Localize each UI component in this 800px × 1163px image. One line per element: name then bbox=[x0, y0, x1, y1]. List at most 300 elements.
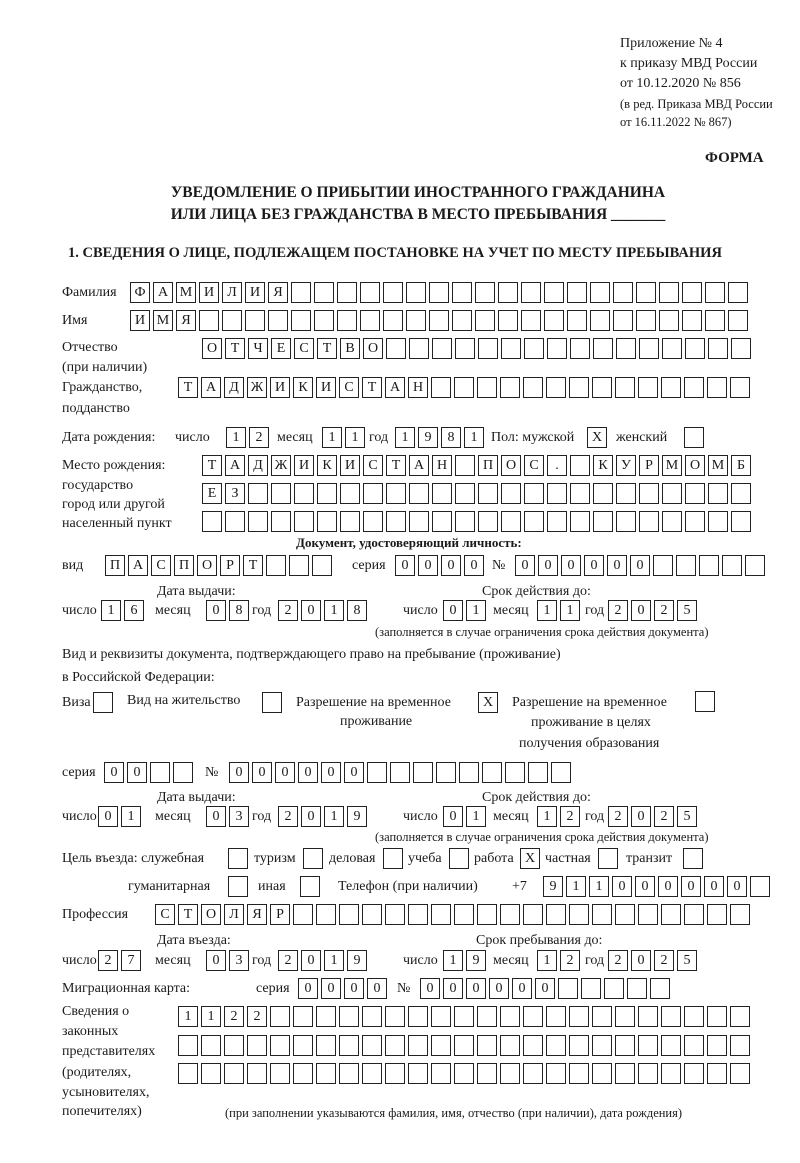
char-cell[interactable] bbox=[294, 511, 314, 532]
char-cell[interactable]: З bbox=[225, 483, 245, 504]
char-cell[interactable] bbox=[551, 762, 571, 783]
char-cell[interactable]: И bbox=[316, 377, 336, 398]
right-valid-day-field[interactable] bbox=[443, 806, 489, 827]
char-cell[interactable]: И bbox=[130, 310, 150, 331]
char-cell[interactable]: 1 bbox=[121, 806, 141, 827]
char-cell[interactable] bbox=[222, 310, 242, 331]
char-cell[interactable] bbox=[730, 1035, 750, 1056]
char-cell[interactable] bbox=[708, 511, 728, 532]
char-cell[interactable]: Я bbox=[176, 310, 196, 331]
char-cell[interactable]: Я bbox=[268, 282, 288, 303]
purpose-private-checkbox[interactable] bbox=[598, 848, 618, 869]
char-cell[interactable] bbox=[661, 904, 681, 925]
char-cell[interactable] bbox=[731, 483, 751, 504]
char-cell[interactable]: Р bbox=[220, 555, 240, 576]
char-cell[interactable]: 2 bbox=[608, 806, 628, 827]
char-cell[interactable]: 0 bbox=[298, 762, 318, 783]
char-cell[interactable] bbox=[547, 511, 567, 532]
char-cell[interactable] bbox=[627, 978, 647, 999]
right-issue-year-field[interactable] bbox=[278, 806, 370, 827]
char-cell[interactable] bbox=[454, 377, 474, 398]
char-cell[interactable]: 0 bbox=[301, 600, 321, 621]
char-cell[interactable] bbox=[593, 511, 613, 532]
char-cell[interactable] bbox=[478, 338, 498, 359]
char-cell[interactable]: А bbox=[409, 455, 429, 476]
char-cell[interactable] bbox=[639, 483, 659, 504]
char-cell[interactable] bbox=[409, 338, 429, 359]
char-cell[interactable]: Ч bbox=[248, 338, 268, 359]
char-cell[interactable] bbox=[616, 511, 636, 532]
char-cell[interactable] bbox=[616, 338, 636, 359]
char-cell[interactable] bbox=[676, 555, 696, 576]
char-cell[interactable]: О bbox=[685, 455, 705, 476]
char-cell[interactable]: 0 bbox=[727, 876, 747, 897]
char-cell[interactable] bbox=[615, 1063, 635, 1084]
char-cell[interactable] bbox=[639, 338, 659, 359]
char-cell[interactable]: 0 bbox=[344, 762, 364, 783]
phone-field[interactable] bbox=[543, 876, 773, 897]
char-cell[interactable]: 1 bbox=[464, 427, 484, 448]
char-cell[interactable] bbox=[362, 1035, 382, 1056]
name-field[interactable] bbox=[130, 310, 751, 331]
char-cell[interactable] bbox=[362, 904, 382, 925]
char-cell[interactable]: 5 bbox=[677, 806, 697, 827]
char-cell[interactable]: . bbox=[547, 455, 567, 476]
char-cell[interactable]: 9 bbox=[347, 806, 367, 827]
char-cell[interactable] bbox=[590, 282, 610, 303]
char-cell[interactable] bbox=[659, 282, 679, 303]
char-cell[interactable] bbox=[271, 483, 291, 504]
char-cell[interactable]: 6 bbox=[124, 600, 144, 621]
birth-place-line1[interactable] bbox=[202, 455, 754, 476]
char-cell[interactable] bbox=[547, 338, 567, 359]
right-valid-year-field[interactable] bbox=[608, 806, 700, 827]
char-cell[interactable]: 1 bbox=[226, 427, 246, 448]
char-cell[interactable] bbox=[613, 310, 633, 331]
char-cell[interactable] bbox=[707, 904, 727, 925]
char-cell[interactable] bbox=[178, 1035, 198, 1056]
char-cell[interactable] bbox=[662, 483, 682, 504]
char-cell[interactable] bbox=[291, 282, 311, 303]
char-cell[interactable] bbox=[201, 1035, 221, 1056]
char-cell[interactable] bbox=[728, 282, 748, 303]
char-cell[interactable]: И bbox=[245, 282, 265, 303]
char-cell[interactable] bbox=[431, 377, 451, 398]
id-number-field[interactable] bbox=[515, 555, 768, 576]
char-cell[interactable] bbox=[638, 1035, 658, 1056]
birth-year-field[interactable] bbox=[395, 427, 487, 448]
char-cell[interactable] bbox=[459, 762, 479, 783]
char-cell[interactable] bbox=[271, 511, 291, 532]
char-cell[interactable] bbox=[745, 555, 765, 576]
char-cell[interactable]: 1 bbox=[443, 950, 463, 971]
char-cell[interactable]: Т bbox=[317, 338, 337, 359]
char-cell[interactable] bbox=[225, 511, 245, 532]
char-cell[interactable] bbox=[202, 511, 222, 532]
char-cell[interactable] bbox=[731, 511, 751, 532]
char-cell[interactable]: 0 bbox=[229, 762, 249, 783]
birth-place-line2[interactable] bbox=[202, 483, 754, 504]
char-cell[interactable]: 0 bbox=[344, 978, 364, 999]
char-cell[interactable] bbox=[406, 282, 426, 303]
char-cell[interactable] bbox=[367, 762, 387, 783]
char-cell[interactable]: 0 bbox=[635, 876, 655, 897]
char-cell[interactable]: Л bbox=[224, 904, 244, 925]
char-cell[interactable]: 1 bbox=[395, 427, 415, 448]
char-cell[interactable]: С bbox=[363, 455, 383, 476]
char-cell[interactable] bbox=[482, 762, 502, 783]
visa-checkbox[interactable] bbox=[93, 692, 113, 713]
char-cell[interactable] bbox=[636, 282, 656, 303]
char-cell[interactable]: Р bbox=[270, 904, 290, 925]
purpose-other-checkbox[interactable] bbox=[300, 876, 320, 897]
char-cell[interactable]: 1 bbox=[101, 600, 121, 621]
char-cell[interactable] bbox=[477, 1063, 497, 1084]
char-cell[interactable] bbox=[581, 978, 601, 999]
char-cell[interactable] bbox=[590, 310, 610, 331]
char-cell[interactable] bbox=[523, 377, 543, 398]
char-cell[interactable]: 1 bbox=[466, 600, 486, 621]
char-cell[interactable] bbox=[592, 904, 612, 925]
char-cell[interactable] bbox=[339, 1063, 359, 1084]
char-cell[interactable] bbox=[409, 483, 429, 504]
purpose-humanitarian-checkbox[interactable] bbox=[228, 876, 248, 897]
char-cell[interactable] bbox=[638, 1006, 658, 1027]
char-cell[interactable]: 1 bbox=[178, 1006, 198, 1027]
char-cell[interactable] bbox=[316, 904, 336, 925]
char-cell[interactable] bbox=[707, 377, 727, 398]
char-cell[interactable]: С bbox=[155, 904, 175, 925]
char-cell[interactable]: 1 bbox=[537, 806, 557, 827]
purpose-study-checkbox[interactable] bbox=[449, 848, 469, 869]
entry-month-field[interactable] bbox=[206, 950, 252, 971]
char-cell[interactable] bbox=[684, 1063, 704, 1084]
char-cell[interactable] bbox=[409, 511, 429, 532]
char-cell[interactable] bbox=[337, 282, 357, 303]
char-cell[interactable] bbox=[475, 282, 495, 303]
char-cell[interactable] bbox=[452, 310, 472, 331]
char-cell[interactable]: М bbox=[176, 282, 196, 303]
char-cell[interactable] bbox=[339, 1006, 359, 1027]
char-cell[interactable] bbox=[224, 1035, 244, 1056]
id-kind-field[interactable] bbox=[105, 555, 335, 576]
char-cell[interactable]: 1 bbox=[466, 806, 486, 827]
char-cell[interactable] bbox=[653, 555, 673, 576]
profession-field[interactable] bbox=[155, 904, 753, 925]
char-cell[interactable]: 2 bbox=[278, 806, 298, 827]
char-cell[interactable]: О bbox=[501, 455, 521, 476]
char-cell[interactable] bbox=[615, 1035, 635, 1056]
char-cell[interactable]: Т bbox=[202, 455, 222, 476]
char-cell[interactable] bbox=[224, 1063, 244, 1084]
char-cell[interactable] bbox=[432, 511, 452, 532]
char-cell[interactable] bbox=[477, 377, 497, 398]
char-cell[interactable] bbox=[408, 1035, 428, 1056]
char-cell[interactable] bbox=[528, 762, 548, 783]
char-cell[interactable] bbox=[314, 310, 334, 331]
char-cell[interactable]: 2 bbox=[278, 950, 298, 971]
char-cell[interactable]: 0 bbox=[681, 876, 701, 897]
char-cell[interactable]: 0 bbox=[466, 978, 486, 999]
char-cell[interactable]: 0 bbox=[630, 555, 650, 576]
char-cell[interactable] bbox=[270, 1006, 290, 1027]
char-cell[interactable]: 9 bbox=[418, 427, 438, 448]
char-cell[interactable]: К bbox=[293, 377, 313, 398]
char-cell[interactable] bbox=[604, 978, 624, 999]
char-cell[interactable] bbox=[316, 1035, 336, 1056]
char-cell[interactable]: А bbox=[385, 377, 405, 398]
char-cell[interactable] bbox=[413, 762, 433, 783]
char-cell[interactable] bbox=[339, 1035, 359, 1056]
reps-line2[interactable] bbox=[178, 1035, 753, 1056]
char-cell[interactable]: 2 bbox=[560, 950, 580, 971]
char-cell[interactable] bbox=[639, 511, 659, 532]
char-cell[interactable] bbox=[386, 483, 406, 504]
char-cell[interactable] bbox=[570, 338, 590, 359]
char-cell[interactable] bbox=[685, 338, 705, 359]
char-cell[interactable] bbox=[684, 904, 704, 925]
char-cell[interactable] bbox=[636, 310, 656, 331]
char-cell[interactable] bbox=[362, 1006, 382, 1027]
char-cell[interactable] bbox=[383, 310, 403, 331]
char-cell[interactable]: 1 bbox=[537, 600, 557, 621]
char-cell[interactable]: Т bbox=[386, 455, 406, 476]
char-cell[interactable] bbox=[431, 1006, 451, 1027]
char-cell[interactable]: Б bbox=[731, 455, 751, 476]
char-cell[interactable]: А bbox=[153, 282, 173, 303]
char-cell[interactable] bbox=[682, 282, 702, 303]
char-cell[interactable]: 2 bbox=[249, 427, 269, 448]
char-cell[interactable] bbox=[524, 511, 544, 532]
char-cell[interactable] bbox=[362, 1063, 382, 1084]
char-cell[interactable] bbox=[363, 483, 383, 504]
char-cell[interactable] bbox=[615, 1006, 635, 1027]
char-cell[interactable] bbox=[478, 483, 498, 504]
char-cell[interactable]: 3 bbox=[229, 950, 249, 971]
char-cell[interactable] bbox=[662, 338, 682, 359]
char-cell[interactable] bbox=[569, 377, 589, 398]
char-cell[interactable]: 0 bbox=[584, 555, 604, 576]
char-cell[interactable] bbox=[500, 1035, 520, 1056]
char-cell[interactable] bbox=[452, 282, 472, 303]
char-cell[interactable]: 0 bbox=[443, 978, 463, 999]
char-cell[interactable] bbox=[294, 483, 314, 504]
char-cell[interactable] bbox=[501, 338, 521, 359]
right-issue-month-field[interactable] bbox=[206, 806, 252, 827]
char-cell[interactable] bbox=[289, 555, 309, 576]
char-cell[interactable] bbox=[454, 1035, 474, 1056]
char-cell[interactable] bbox=[682, 310, 702, 331]
char-cell[interactable]: 0 bbox=[298, 978, 318, 999]
residence-checkbox[interactable] bbox=[262, 692, 282, 713]
char-cell[interactable] bbox=[270, 1063, 290, 1084]
char-cell[interactable]: 5 bbox=[677, 600, 697, 621]
char-cell[interactable] bbox=[500, 904, 520, 925]
char-cell[interactable] bbox=[570, 483, 590, 504]
purpose-business-checkbox[interactable] bbox=[383, 848, 403, 869]
char-cell[interactable] bbox=[360, 282, 380, 303]
char-cell[interactable]: 8 bbox=[229, 600, 249, 621]
char-cell[interactable]: Д bbox=[248, 455, 268, 476]
char-cell[interactable]: 0 bbox=[441, 555, 461, 576]
char-cell[interactable] bbox=[705, 310, 725, 331]
char-cell[interactable] bbox=[385, 1035, 405, 1056]
char-cell[interactable] bbox=[408, 1006, 428, 1027]
char-cell[interactable]: И bbox=[294, 455, 314, 476]
char-cell[interactable]: 0 bbox=[535, 978, 555, 999]
char-cell[interactable] bbox=[544, 282, 564, 303]
char-cell[interactable]: 0 bbox=[607, 555, 627, 576]
char-cell[interactable]: У bbox=[616, 455, 636, 476]
char-cell[interactable]: 0 bbox=[631, 600, 651, 621]
char-cell[interactable] bbox=[477, 1035, 497, 1056]
char-cell[interactable] bbox=[707, 1063, 727, 1084]
char-cell[interactable]: Ж bbox=[271, 455, 291, 476]
char-cell[interactable] bbox=[477, 904, 497, 925]
char-cell[interactable]: 0 bbox=[515, 555, 535, 576]
id-valid-day-field[interactable] bbox=[443, 600, 489, 621]
char-cell[interactable] bbox=[661, 1006, 681, 1027]
char-cell[interactable]: 9 bbox=[466, 950, 486, 971]
char-cell[interactable] bbox=[570, 455, 590, 476]
char-cell[interactable]: 1 bbox=[537, 950, 557, 971]
char-cell[interactable] bbox=[728, 310, 748, 331]
char-cell[interactable] bbox=[478, 511, 498, 532]
char-cell[interactable] bbox=[429, 310, 449, 331]
right-issue-day-field[interactable] bbox=[98, 806, 144, 827]
birth-place-line3[interactable] bbox=[202, 511, 754, 532]
sex-female-checkbox[interactable] bbox=[684, 427, 704, 448]
char-cell[interactable]: 2 bbox=[224, 1006, 244, 1027]
char-cell[interactable] bbox=[638, 1063, 658, 1084]
char-cell[interactable]: 0 bbox=[206, 600, 226, 621]
char-cell[interactable] bbox=[293, 1035, 313, 1056]
reps-line3[interactable] bbox=[178, 1063, 753, 1084]
char-cell[interactable]: И bbox=[340, 455, 360, 476]
char-cell[interactable] bbox=[201, 1063, 221, 1084]
char-cell[interactable] bbox=[429, 282, 449, 303]
id-valid-year-field[interactable] bbox=[608, 600, 700, 621]
char-cell[interactable] bbox=[730, 1063, 750, 1084]
char-cell[interactable]: 0 bbox=[489, 978, 509, 999]
char-cell[interactable]: Н bbox=[408, 377, 428, 398]
char-cell[interactable] bbox=[431, 904, 451, 925]
char-cell[interactable] bbox=[661, 377, 681, 398]
char-cell[interactable]: Е bbox=[271, 338, 291, 359]
char-cell[interactable] bbox=[569, 904, 589, 925]
char-cell[interactable] bbox=[340, 483, 360, 504]
char-cell[interactable] bbox=[360, 310, 380, 331]
citizenship-field[interactable] bbox=[178, 377, 753, 398]
char-cell[interactable]: П bbox=[478, 455, 498, 476]
char-cell[interactable] bbox=[340, 511, 360, 532]
char-cell[interactable]: 5 bbox=[677, 950, 697, 971]
char-cell[interactable] bbox=[593, 338, 613, 359]
char-cell[interactable]: 1 bbox=[201, 1006, 221, 1027]
char-cell[interactable]: Ф bbox=[130, 282, 150, 303]
char-cell[interactable] bbox=[593, 483, 613, 504]
char-cell[interactable]: 0 bbox=[418, 555, 438, 576]
char-cell[interactable] bbox=[613, 282, 633, 303]
migration-number-field[interactable] bbox=[420, 978, 673, 999]
char-cell[interactable] bbox=[293, 1063, 313, 1084]
char-cell[interactable] bbox=[638, 377, 658, 398]
char-cell[interactable] bbox=[199, 310, 219, 331]
char-cell[interactable] bbox=[616, 483, 636, 504]
char-cell[interactable]: 9 bbox=[543, 876, 563, 897]
char-cell[interactable]: 0 bbox=[538, 555, 558, 576]
char-cell[interactable]: 1 bbox=[560, 600, 580, 621]
char-cell[interactable]: М bbox=[708, 455, 728, 476]
char-cell[interactable] bbox=[523, 1063, 543, 1084]
char-cell[interactable]: 0 bbox=[512, 978, 532, 999]
char-cell[interactable] bbox=[454, 1006, 474, 1027]
char-cell[interactable] bbox=[661, 1063, 681, 1084]
char-cell[interactable] bbox=[337, 310, 357, 331]
char-cell[interactable] bbox=[684, 1035, 704, 1056]
stay-day-field[interactable] bbox=[443, 950, 489, 971]
char-cell[interactable] bbox=[592, 1006, 612, 1027]
char-cell[interactable] bbox=[523, 904, 543, 925]
char-cell[interactable]: С bbox=[151, 555, 171, 576]
char-cell[interactable]: Т bbox=[178, 904, 198, 925]
id-issue-month-field[interactable] bbox=[206, 600, 252, 621]
char-cell[interactable] bbox=[708, 483, 728, 504]
char-cell[interactable] bbox=[178, 1063, 198, 1084]
char-cell[interactable] bbox=[314, 282, 334, 303]
char-cell[interactable] bbox=[699, 555, 719, 576]
char-cell[interactable] bbox=[615, 377, 635, 398]
birth-day-field[interactable] bbox=[226, 427, 272, 448]
char-cell[interactable]: Т bbox=[362, 377, 382, 398]
char-cell[interactable]: 1 bbox=[324, 600, 344, 621]
right-doc-number-field[interactable] bbox=[229, 762, 574, 783]
char-cell[interactable]: В bbox=[340, 338, 360, 359]
char-cell[interactable] bbox=[386, 338, 406, 359]
char-cell[interactable]: Л bbox=[222, 282, 242, 303]
char-cell[interactable]: И bbox=[199, 282, 219, 303]
char-cell[interactable] bbox=[454, 1063, 474, 1084]
char-cell[interactable]: Д bbox=[224, 377, 244, 398]
char-cell[interactable]: 1 bbox=[566, 876, 586, 897]
char-cell[interactable] bbox=[363, 511, 383, 532]
char-cell[interactable] bbox=[524, 483, 544, 504]
char-cell[interactable] bbox=[173, 762, 193, 783]
char-cell[interactable] bbox=[455, 338, 475, 359]
char-cell[interactable] bbox=[684, 1006, 704, 1027]
entry-day-field[interactable] bbox=[98, 950, 144, 971]
char-cell[interactable] bbox=[569, 1063, 589, 1084]
char-cell[interactable] bbox=[569, 1035, 589, 1056]
char-cell[interactable] bbox=[547, 483, 567, 504]
char-cell[interactable] bbox=[477, 1006, 497, 1027]
char-cell[interactable] bbox=[650, 978, 670, 999]
char-cell[interactable]: О bbox=[202, 338, 222, 359]
char-cell[interactable]: 8 bbox=[347, 600, 367, 621]
char-cell[interactable]: 0 bbox=[321, 762, 341, 783]
char-cell[interactable]: С bbox=[339, 377, 359, 398]
char-cell[interactable] bbox=[245, 310, 265, 331]
char-cell[interactable]: Е bbox=[202, 483, 222, 504]
char-cell[interactable]: 0 bbox=[464, 555, 484, 576]
char-cell[interactable] bbox=[731, 338, 751, 359]
char-cell[interactable]: 2 bbox=[654, 950, 674, 971]
char-cell[interactable]: 0 bbox=[127, 762, 147, 783]
char-cell[interactable]: 0 bbox=[98, 806, 118, 827]
char-cell[interactable] bbox=[558, 978, 578, 999]
char-cell[interactable]: 0 bbox=[104, 762, 124, 783]
char-cell[interactable] bbox=[659, 310, 679, 331]
